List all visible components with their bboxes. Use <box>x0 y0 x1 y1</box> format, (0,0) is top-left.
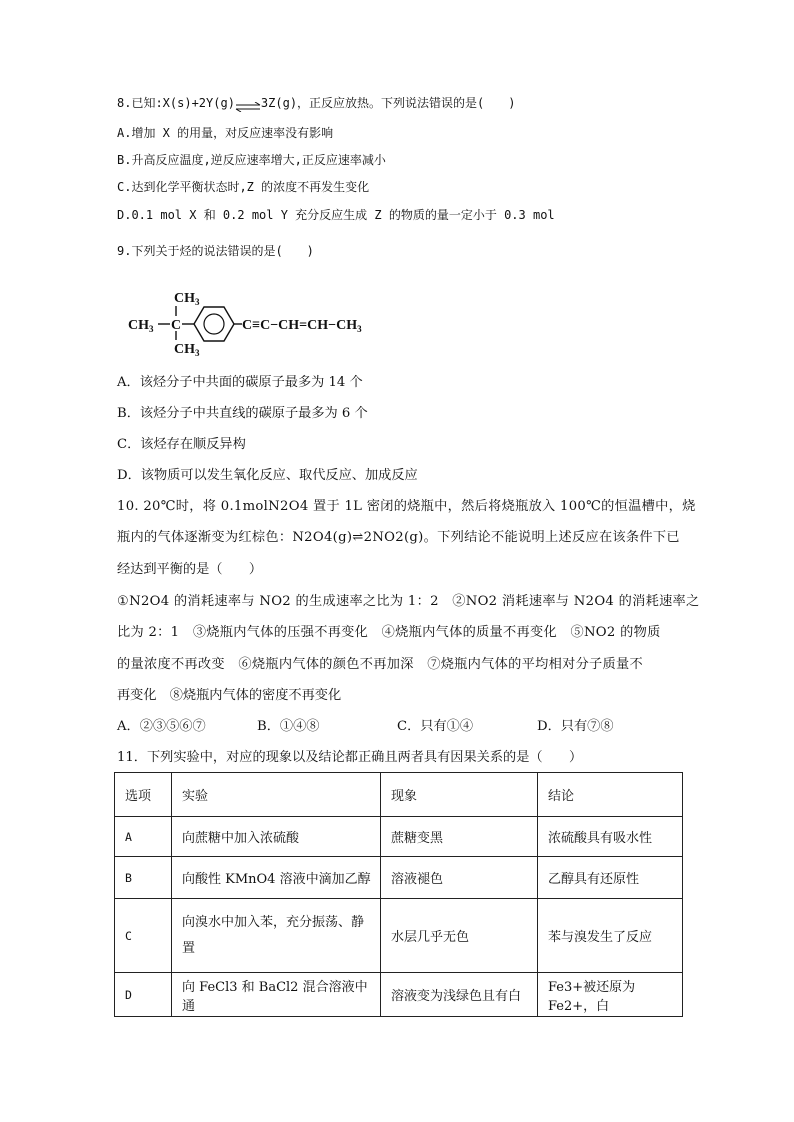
row-option: A <box>115 817 172 857</box>
q10-option-a: A．②③⑤⑥⑦ <box>117 719 206 734</box>
row-experiment: 向酸性 KMnO4 溶液中滴加乙醇 <box>172 857 381 899</box>
row-option: D <box>115 973 172 1017</box>
q8-option-c: C.达到化学平衡状态时,Z 的浓度不再发生变化 <box>117 180 370 194</box>
table-row <box>115 817 683 857</box>
q9-option-b: B．该烃分子中共直线的碳原子最多为 6 个 <box>117 406 368 421</box>
q9-option-d: D．该物质可以发生氧化反应、取代反应、加成反应 <box>117 468 418 483</box>
q11-stem: 11．下列实验中，对应的现象以及结论都正确且两者具有因果关系的是（ ） <box>117 750 583 765</box>
header-phenomenon: 现象 <box>381 773 538 817</box>
table-header-row <box>115 773 683 817</box>
q8-option-b: B.升高反应温度,逆反应速率增大,正反应速率减小 <box>117 153 386 167</box>
q9-option-c: C．该烃存在顺反异构 <box>117 437 246 452</box>
q10-line-3: 经达到平衡的是（ ） <box>117 562 263 577</box>
row-experiment: 向 FeCl3 和 BaCl2 混合溶液中通 <box>172 973 381 1017</box>
row-experiment-line-2: 置 <box>182 940 196 956</box>
row-conclusion: Fe3+被还原为 Fe2+，白 <box>538 973 683 1017</box>
q10-line-1: 10. 20℃时，将 0.1molN2O4 置于 1L 密闭的烧瓶中，然后将烧瓶放入 100℃的恒温槽中，烧 <box>117 499 696 514</box>
q9-option-a: A．该烃分子中共面的碳原子最多为 14 个 <box>117 375 363 390</box>
header-conclusion: 结论 <box>538 773 683 817</box>
row-experiment-line-1: 向溴水中加入苯，充分振荡、静 <box>182 914 365 930</box>
row-experiment <box>172 899 381 973</box>
row-phenomenon: 溶液变为浅绿色且有白 <box>381 973 538 1017</box>
header-option: 选项 <box>115 773 172 817</box>
q8-option-d: D.0.1 mol X 和 0.2 mol Y 充分反应生成 Z 的物质的量一定小于 0.3 mol <box>117 208 555 222</box>
table-row <box>115 857 683 899</box>
table-row <box>115 973 683 1017</box>
q10-option-d: D．只有⑦⑧ <box>537 719 614 734</box>
header-experiment: 实验 <box>172 773 381 817</box>
table-row <box>115 899 683 973</box>
row-option: C <box>115 899 172 973</box>
q10-option-b: B．①④⑧ <box>257 719 320 734</box>
q10-line-7: 再变化 ⑧烧瓶内气体的密度不再变化 <box>117 688 342 703</box>
structure-left-ch3: $CH_3$ <box>128 318 154 334</box>
q9-stem: 9.下列关于烃的说法错误的是( ) <box>117 244 314 258</box>
row-phenomenon: 溶液褪色 <box>381 857 538 899</box>
q8-stem: 8.已知:X(s)+2Y(g) 3Z(g)，正反应放热。下列说法错误的是( ) <box>117 96 516 110</box>
row-conclusion: 浓硫酸具有吸水性 <box>538 817 683 857</box>
equilibrium-arrow-icon <box>235 99 261 109</box>
structure-chain: $C\equiv C-CH=CH-CH_3$ <box>242 318 362 334</box>
row-conclusion: 乙醇具有还原性 <box>538 857 683 899</box>
q10-line-5: 比为 2：1 ③烧瓶内气体的压强不再变化 ④烧瓶内气体的质量不再变化 ⑤NO2 的物质 <box>117 625 661 640</box>
benzene-ring-icon <box>194 307 234 341</box>
structure-top-ch3: $CH_3$ <box>174 291 200 307</box>
row-experiment: 向蔗糖中加入浓硫酸 <box>172 817 381 857</box>
q8-option-a: A.增加 X 的用量，对反应速率没有影响 <box>117 126 334 140</box>
q10-line-6: 的量浓度不再改变 ⑥烧瓶内气体的颜色不再加深 ⑦烧瓶内气体的平均相对分子质量不 <box>117 657 644 672</box>
hydrocarbon-structure <box>120 286 410 358</box>
q10-option-c: C．只有①④ <box>397 719 474 734</box>
row-phenomenon: 水层几乎无色 <box>381 899 538 973</box>
q10-line-2: 瓶内的气体逐渐变为红棕色：N2O4(g)⇌2NO2(g)。下列结论不能说明上述反应在该条件下已 <box>117 530 680 545</box>
experiment-table <box>114 772 683 1017</box>
structure-bottom-ch3: $CH_3$ <box>174 342 200 358</box>
row-phenomenon: 蔗糖变黑 <box>381 817 538 857</box>
q10-line-4: ①N2O4 的消耗速率与 NO2 的生成速率之比为 1：2 ②NO2 消耗速率与 N2O4 的消耗速率之 <box>117 594 700 609</box>
row-option: B <box>115 857 172 899</box>
row-conclusion: 苯与溴发生了反应 <box>538 899 683 973</box>
structure-center-c: C <box>171 318 182 333</box>
